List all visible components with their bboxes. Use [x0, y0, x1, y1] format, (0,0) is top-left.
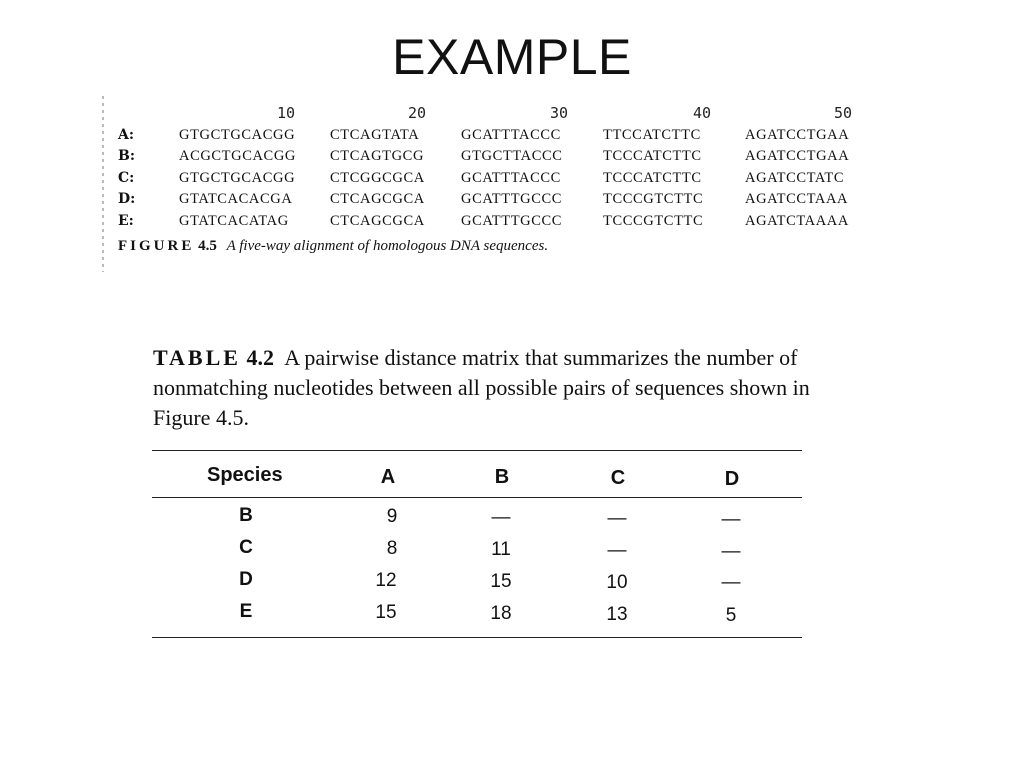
table-header-rule: [152, 497, 802, 498]
sequence-label: A:: [118, 127, 135, 143]
sequence-block: TCCCATCTTC: [603, 148, 702, 164]
header-a: A: [380, 466, 396, 488]
table-cell: 9: [386, 506, 398, 527]
sequence-label: C:: [118, 170, 135, 186]
table-caption-text: A pairwise distance matrix that summarizes the number of nonmatching nucleotides between all possible pairs of sequences shown in Figure 4.5.: [153, 345, 810, 430]
header-c: C: [610, 467, 626, 489]
header-b: B: [494, 466, 510, 488]
figure-caption-number: 4.5: [198, 238, 217, 254]
sequence-block: CTCAGTGCG: [330, 148, 425, 164]
table-cell: —: [607, 508, 627, 529]
sequence-block: GCATTTGCCC: [461, 213, 563, 229]
sequence-block: TCCCATCTTC: [603, 170, 702, 186]
table-cell: —: [721, 509, 741, 530]
sequence-block: GCATTTACCC: [461, 127, 561, 143]
table-top-rule: [152, 450, 802, 451]
table-cell: —: [607, 540, 627, 561]
scan-edge-mark: [102, 96, 104, 272]
table-cell: —: [491, 507, 511, 528]
table-cell: —: [721, 541, 741, 562]
row-species: C: [239, 537, 253, 558]
figure-caption-label: FIGURE: [118, 238, 195, 254]
ruler-tick-50: 50: [834, 104, 853, 122]
sequence-block: CTCGGCGCA: [330, 170, 425, 186]
sequence-label: B:: [118, 148, 136, 164]
header-d: D: [724, 468, 740, 490]
sequence-label: E:: [118, 213, 134, 229]
sequence-block: TCCCGTCTTC: [603, 213, 704, 229]
sequence-block: GTATCACACGA: [179, 191, 293, 207]
ruler-tick-10: 10: [277, 104, 296, 122]
table-cell: 12: [375, 570, 397, 591]
table-cell: 15: [375, 602, 397, 623]
sequence-block: ACGCTGCACGG: [179, 148, 296, 164]
sequence-block: AGATCCTGAA: [745, 127, 850, 143]
table-cell: 13: [606, 604, 628, 625]
table-cell: 10: [606, 572, 628, 593]
figure-caption: [118, 238, 548, 255]
header-species: Species: [207, 464, 283, 486]
sequence-block: GTATCACATAG: [179, 213, 289, 229]
table-cell: 5: [725, 605, 737, 626]
sequence-block: GTGCTTACCC: [461, 148, 563, 164]
sequence-block: TTCCATCTTC: [603, 127, 701, 143]
sequence-block: CTCAGCGCA: [330, 191, 425, 207]
table-cell: 18: [490, 603, 512, 624]
sequence-block: AGATCTAAAA: [745, 213, 849, 229]
figure-caption-text: A five-way alignment of homologous DNA sequences.: [226, 238, 549, 254]
table-cell: —: [721, 572, 741, 593]
sequence-block: AGATCCTATC: [745, 170, 845, 186]
row-species: B: [239, 505, 253, 526]
sequence-block: CTCAGTATA: [330, 127, 420, 143]
sequence-block: GCATTTACCC: [461, 170, 561, 186]
table-cell: 8: [386, 538, 398, 559]
sequence-block: GCATTTGCCC: [461, 191, 563, 207]
table-caption-number: 4.2: [246, 345, 274, 370]
row-species: D: [239, 569, 253, 590]
table-bottom-rule: [152, 637, 802, 638]
sequence-block: AGATCCTGAA: [745, 148, 850, 164]
sequence-block: GTGCTGCACGG: [179, 170, 296, 186]
sequence-block: AGATCCTAAA: [745, 191, 849, 207]
slide-title: EXAMPLE: [392, 29, 632, 85]
sequence-label: D:: [118, 191, 136, 207]
ruler-tick-40: 40: [693, 104, 712, 122]
ruler-tick-30: 30: [550, 104, 569, 122]
table-caption-label: TABLE: [153, 345, 241, 370]
row-species: E: [239, 601, 253, 622]
table-caption: [153, 343, 813, 433]
table-cell: 15: [490, 571, 512, 592]
sequence-block: CTCAGCGCA: [330, 213, 425, 229]
table-cell: 11: [491, 539, 511, 560]
sequence-block: TCCCGTCTTC: [603, 191, 704, 207]
ruler-tick-20: 20: [408, 104, 427, 122]
sequence-block: GTGCTGCACGG: [179, 127, 296, 143]
